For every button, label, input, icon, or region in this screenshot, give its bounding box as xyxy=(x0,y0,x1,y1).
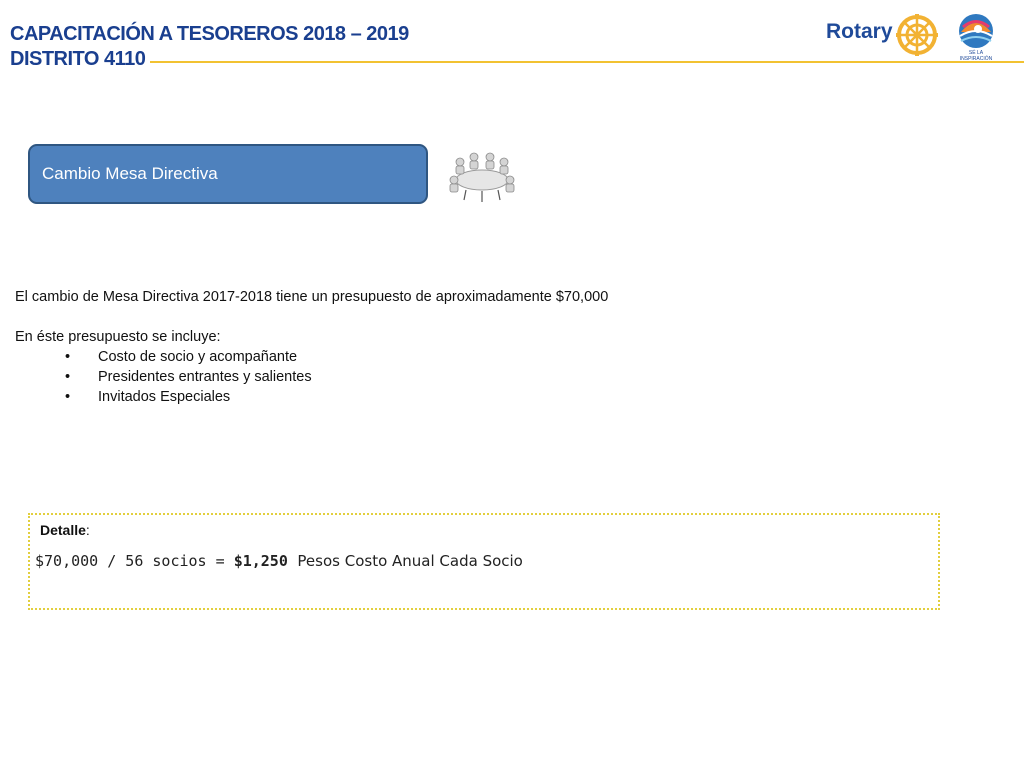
theme-logo-icon xyxy=(956,12,996,50)
detail-formula xyxy=(35,552,523,570)
formula-text: $70,000 / 56 socios = xyxy=(35,552,234,570)
formula-result: $1,250 xyxy=(233,552,288,570)
list-item-label: Presidentes entrantes y salientes xyxy=(98,369,312,385)
bullet-dot: • xyxy=(65,389,71,405)
detail-label-colon: : xyxy=(85,522,90,538)
list-item-label: Costo de socio y acompañante xyxy=(98,349,298,365)
bullet-dot: • xyxy=(65,369,71,385)
title-line-2: DISTRITO 4110 xyxy=(10,48,146,70)
rotary-wordmark: Rotary xyxy=(826,20,893,43)
budget-paragraph: El cambio de Mesa Directiva 2017-2018 tiene un presupuesto de aproximadamente $70,000 xyxy=(15,289,609,305)
list-item xyxy=(15,347,608,367)
logo-area xyxy=(826,12,1006,62)
list-item xyxy=(15,367,608,387)
detail-box xyxy=(28,513,940,610)
section-heading-label: Cambio Mesa Directiva xyxy=(42,164,218,183)
meeting-table-icon xyxy=(446,148,518,204)
rotary-wheel-icon xyxy=(896,14,938,56)
list-item-label: Invitados Especiales xyxy=(98,389,231,405)
slide-title xyxy=(10,22,409,72)
detail-label xyxy=(40,522,90,538)
formula-suffix: Pesos Costo Anual Cada Socio xyxy=(287,552,523,570)
includes-paragraph: En éste presupuesto se incluye: xyxy=(15,329,221,345)
list-item xyxy=(15,387,608,407)
theme-tagline: SÉ LA INSPIRACIÓN xyxy=(959,50,993,62)
detail-label-text: Detalle xyxy=(40,522,86,538)
bullet-dot: • xyxy=(65,349,71,365)
body-text xyxy=(15,287,608,407)
includes-list xyxy=(15,347,608,407)
section-heading-box xyxy=(28,144,428,204)
title-line-1: CAPACITACIÓN A TESOREROS 2018 – 2019 xyxy=(10,23,409,45)
